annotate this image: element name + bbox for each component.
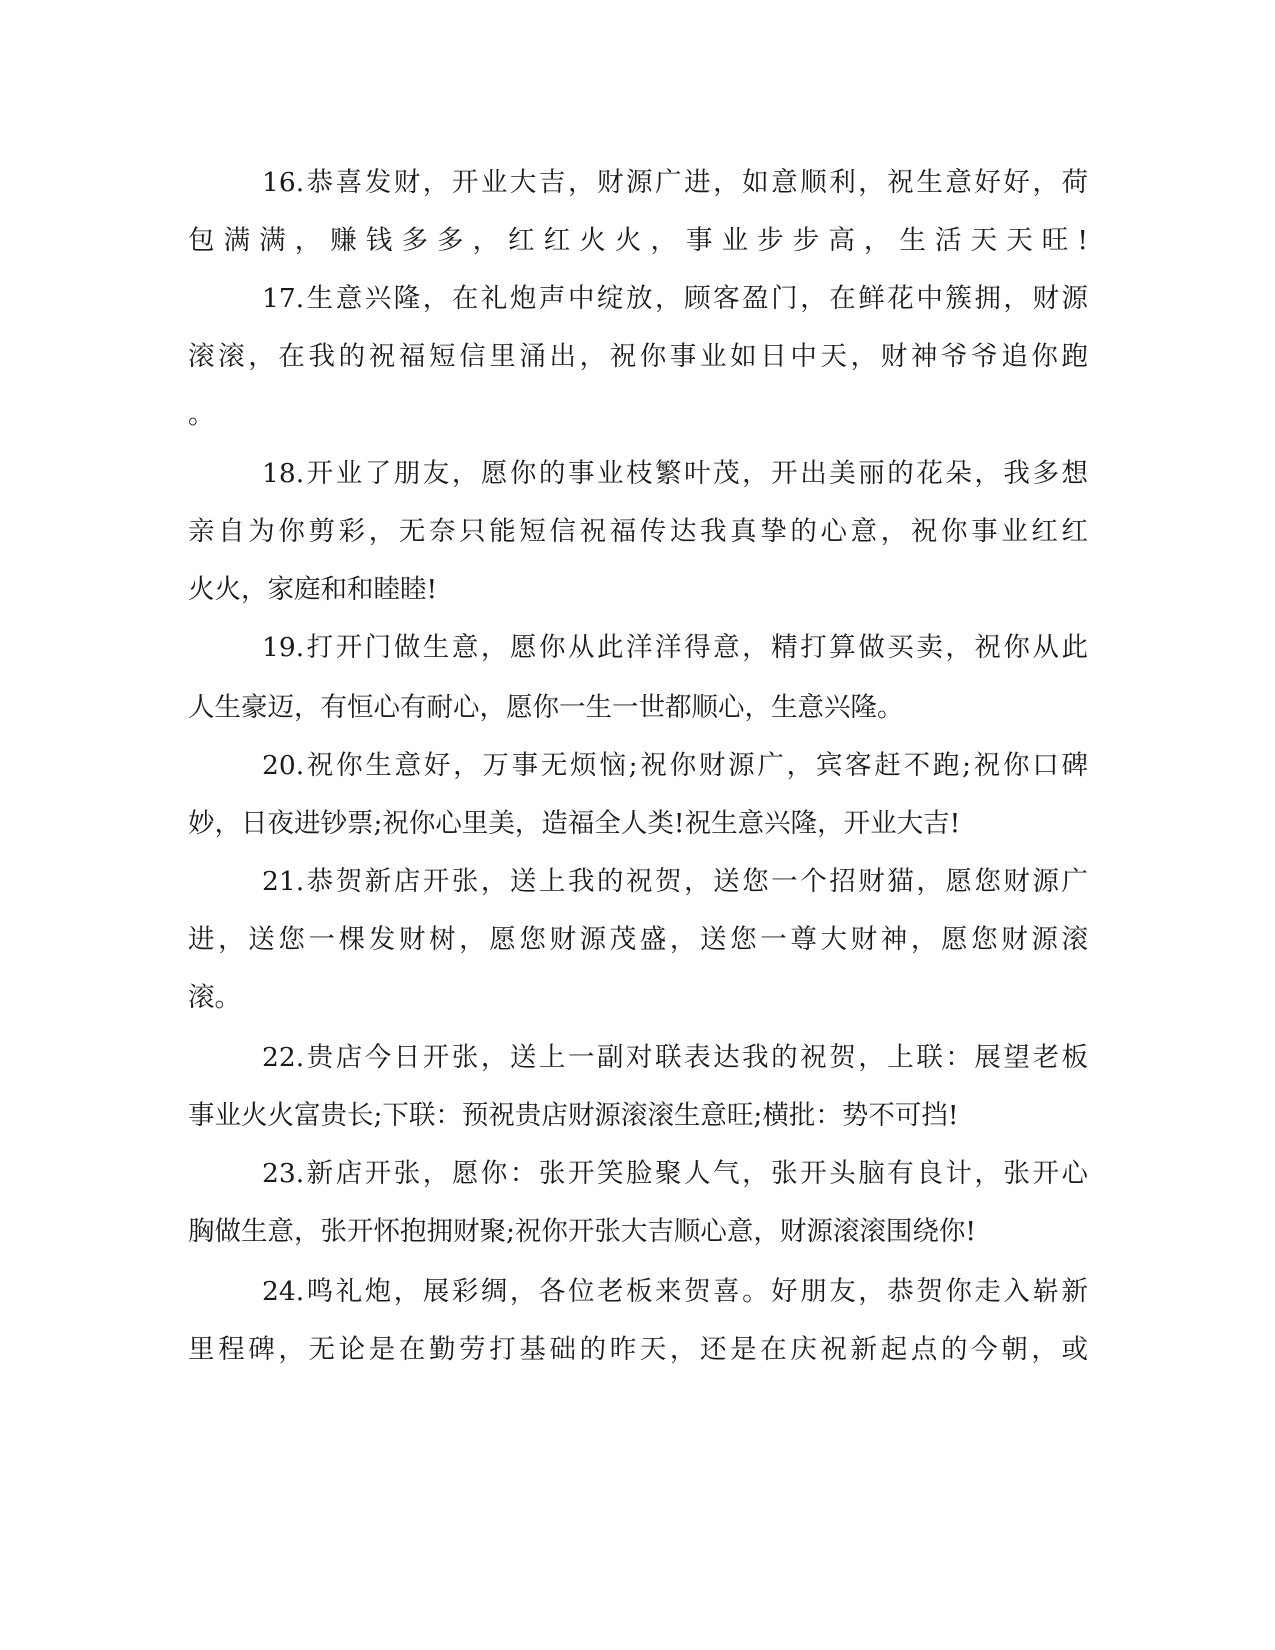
text-line: 进，送您一棵发财树，愿您财源茂盛，送您一尊大财神，愿您财源滚 bbox=[188, 924, 1088, 955]
text-line: 人生豪迈，有恒心有耐心，愿你一生一世都顺心，生意兴隆。 bbox=[188, 692, 904, 723]
text-line: 滚滚，在我的祝福短信里涌出，祝你事业如日中天，财神爷爷追你跑 bbox=[188, 341, 1088, 372]
text-line: 。 bbox=[188, 399, 215, 430]
text-line: 里程碑，无论是在勤劳打基础的昨天，还是在庆祝新起点的今朝，或 bbox=[188, 1334, 1088, 1365]
text-line: 亲自为你剪彩，无奈只能短信祝福传达我真挚的心意，祝你事业红红 bbox=[188, 516, 1088, 547]
text-line: 事业火火富贵长;下联：预祝贵店财源滚滚生意旺;横批：势不可挡! bbox=[188, 1100, 959, 1131]
text-line: 20.祝你生意好，万事无烦恼;祝你财源广，宾客赶不跑;祝你口碑 bbox=[262, 750, 1088, 781]
text-line: 24.鸣礼炮，展彩绸，各位老板来贺喜。好朋友，恭贺你走入崭新 bbox=[262, 1276, 1088, 1307]
text-line: 滚。 bbox=[188, 982, 241, 1013]
text-line: 23.新店开张，愿你：张开笑脸聚人气，张开头脑有良计，张开心 bbox=[262, 1158, 1088, 1189]
text-line: 包满满，赚钱多多，红红火火，事业步步高，生活天天旺! bbox=[188, 225, 1088, 256]
text-line: 22.贵店今日开张，送上一副对联表达我的祝贺，上联：展望老板 bbox=[262, 1042, 1088, 1073]
text-line: 19.打开门做生意，愿你从此洋洋得意，精打算做买卖，祝你从此 bbox=[262, 632, 1088, 663]
text-line: 胸做生意，张开怀抱拥财聚;祝你开张大吉顺心意，财源滚滚围绕你! bbox=[188, 1216, 977, 1247]
text-line: 21.恭贺新店开张，送上我的祝贺，送您一个招财猫，愿您财源广 bbox=[262, 866, 1088, 897]
text-line: 18.开业了朋友，愿你的事业枝繁叶茂，开出美丽的花朵，我多想 bbox=[262, 458, 1088, 489]
text-line: 16.恭喜发财，开业大吉，财源广进，如意顺利，祝生意好好，荷 bbox=[262, 167, 1088, 198]
text-line: 17.生意兴隆，在礼炮声中绽放，顾客盈门，在鲜花中簇拥，财源 bbox=[262, 283, 1088, 314]
text-line: 妙，日夜进钞票;祝你心里美，造福全人类!祝生意兴隆，开业大吉! bbox=[188, 808, 961, 839]
text-line: 火火，家庭和和睦睦! bbox=[188, 574, 438, 605]
